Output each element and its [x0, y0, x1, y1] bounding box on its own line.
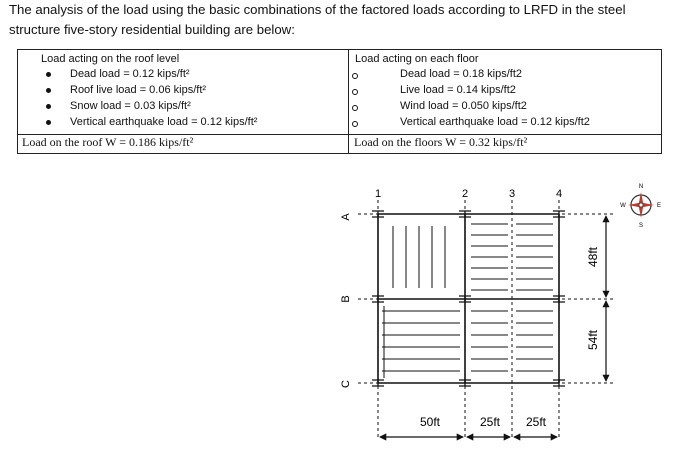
dim-label-25ft-b: 25ft — [525, 415, 547, 429]
intro-line-2: structure five-story residential building are below: — [9, 22, 295, 37]
grid-col-label-1: 1 — [374, 188, 382, 200]
roof-item-earthquake: Vertical earthquake load = 0.12 kips/ft² — [70, 116, 258, 128]
compass-s: S — [638, 223, 644, 229]
grid-col-label-3: 3 — [508, 188, 516, 200]
floor-heading: Load acting on each floor — [355, 53, 479, 65]
compass-icon — [628, 192, 654, 218]
floor-item-live: Live load = 0.14 kips/ft2 — [400, 84, 516, 96]
roof-total: Load on the roof W = 0.186 kips/ft² — [22, 135, 194, 149]
floor-item-earthquake: Vertical earthquake load = 0.12 kips/ft2 — [400, 116, 590, 128]
dim-label-50ft: 50ft — [419, 415, 441, 429]
intro-line-1: The analysis of the load using the basic combinations of the factored loads according to LRFD in the steel — [9, 2, 626, 17]
floor-item-dead: Dead load = 0.18 kips/ft2 — [400, 68, 522, 80]
grid-col-label-2: 2 — [461, 188, 469, 200]
grid-row-label-b: B — [340, 295, 352, 303]
floor-total: Load on the floors W = 0.32 kips/ft² — [354, 135, 528, 149]
floor-item-wind: Wind load = 0.050 kips/ft2 — [400, 100, 527, 112]
grid-row-label-c: C — [340, 380, 352, 388]
roof-heading: Load acting on the roof level — [41, 53, 180, 65]
roof-item-snow: Snow load = 0.03 kips/ft² — [70, 100, 191, 112]
compass-n: N — [638, 184, 644, 190]
grid-col-label-4: 4 — [555, 188, 563, 200]
compass-e: E — [656, 203, 662, 209]
grid-lines — [358, 200, 615, 440]
roof-item-live: Roof live load = 0.06 kips/ft² — [70, 84, 207, 96]
dim-label-48ft: 48ft — [586, 246, 600, 268]
dim-label-54ft: 54ft — [586, 329, 600, 351]
beams — [378, 214, 559, 383]
compass-w: W — [620, 203, 626, 209]
dim-label-25ft-a: 25ft — [479, 415, 501, 429]
joists — [382, 224, 553, 378]
roof-item-dead: Dead load = 0.12 kips/ft² — [70, 68, 190, 80]
grid-row-label-a: A — [340, 213, 352, 221]
